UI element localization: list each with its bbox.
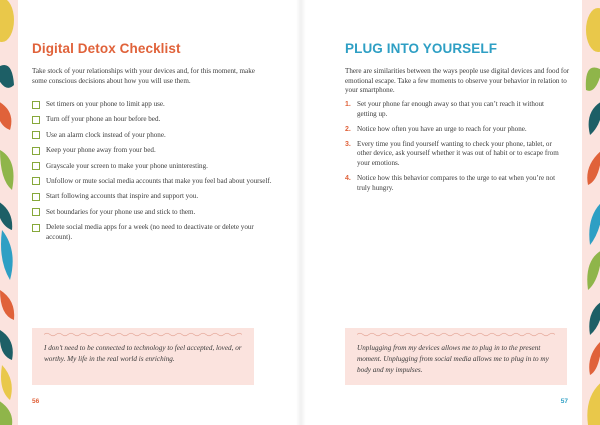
checkbox-icon[interactable] xyxy=(32,224,40,232)
wavy-divider-icon xyxy=(44,332,242,337)
checklist-item[interactable] xyxy=(32,100,272,110)
step-number: 2. xyxy=(345,125,351,133)
step-number: 4. xyxy=(345,175,351,183)
right-page xyxy=(301,0,582,425)
checklist-item[interactable] xyxy=(32,146,272,156)
checklist-item-label: Start following accounts that inspire and support you. xyxy=(46,192,199,201)
checklist-item-label: Set timers on your phone to limit app use. xyxy=(46,100,165,108)
wavy-divider-icon xyxy=(357,332,555,337)
botanical-leaves-icon xyxy=(582,0,600,425)
page-title: PLUG INTO YOURSELF xyxy=(345,41,498,56)
step-item xyxy=(345,100,565,119)
plug-in-steps-list xyxy=(345,100,565,199)
page-number: 57 xyxy=(560,398,568,405)
checklist-item-label: Set boundaries for your phone use and stick to them. xyxy=(46,207,196,216)
page-title: Digital Detox Checklist xyxy=(32,41,181,56)
step-number: 3. xyxy=(345,140,351,148)
step-text: Set your phone far enough away so that you can’t reach it without getting up. xyxy=(357,100,545,118)
affirmation-quote-box xyxy=(32,328,254,385)
page-number: 56 xyxy=(32,398,40,405)
checklist-item[interactable] xyxy=(32,162,272,172)
digital-detox-checklist xyxy=(32,100,272,248)
checklist-item[interactable] xyxy=(32,208,272,218)
checklist-item[interactable] xyxy=(32,192,272,202)
affirmation-quote: I don’t need to be connected to technology to feel accepted, loved, or worthy. My life in the real world is enriching. xyxy=(44,344,242,364)
checklist-item[interactable] xyxy=(32,131,272,141)
step-text: Notice how often you have an urge to reach for your phone. xyxy=(357,124,527,133)
checkbox-icon[interactable] xyxy=(32,208,40,216)
step-number: 1. xyxy=(345,101,351,108)
book-gutter xyxy=(296,0,306,425)
step-item xyxy=(345,125,565,135)
decorative-border-right xyxy=(582,0,600,425)
checkbox-icon[interactable] xyxy=(32,116,40,124)
intro-paragraph: Take stock of your relationships with your devices and, for this moment, make some conscious decisions about how you will use them. xyxy=(32,67,255,85)
affirmation-quote-box xyxy=(345,328,567,385)
step-item xyxy=(345,174,565,193)
checkbox-icon[interactable] xyxy=(32,177,40,185)
step-text: Notice how this behavior compares to the urge to eat when you’re not truly hungry. xyxy=(357,174,556,192)
checkbox-icon[interactable] xyxy=(32,162,40,170)
step-text: Every time you find yourself wanting to check your phone, tablet, or other device, ask yourself whether it was out of habit or to escape from your emotions. xyxy=(357,139,559,167)
checklist-item-label: Unfollow or mute social media accounts that make you feel bad about yourself. xyxy=(46,176,272,185)
checklist-item-label: Turn off your phone an hour before bed. xyxy=(46,115,161,124)
checklist-item-label: Grayscale your screen to make your phone uninteresting. xyxy=(46,161,208,170)
botanical-leaves-icon xyxy=(0,0,18,425)
checkbox-icon[interactable] xyxy=(32,193,40,201)
checklist-item[interactable] xyxy=(32,177,272,187)
checklist-item[interactable] xyxy=(32,115,272,125)
checkbox-icon[interactable] xyxy=(32,131,40,139)
checkbox-icon[interactable] xyxy=(32,147,40,155)
left-page xyxy=(18,0,301,425)
affirmation-quote: Unplugging from my devices allows me to plug in to the present moment. Unplugging from social media allows me to plug in to my body and my impulses. xyxy=(357,344,549,375)
checklist-item-label: Use an alarm clock instead of your phone. xyxy=(46,130,166,139)
step-item xyxy=(345,140,565,169)
checklist-item-label: Delete social media apps for a week (no need to deactivate or delete your account). xyxy=(46,223,254,241)
checklist-item-label: Keep your phone away from your bed. xyxy=(46,146,156,155)
decorative-border-left xyxy=(0,0,18,425)
checklist-item[interactable] xyxy=(32,223,272,242)
checkbox-icon[interactable] xyxy=(32,101,40,109)
intro-paragraph: There are similarities between the ways people use digital devices and food for emotional escape. Take a few moments to observe your behavior in relation to your smartphone. xyxy=(345,67,570,95)
